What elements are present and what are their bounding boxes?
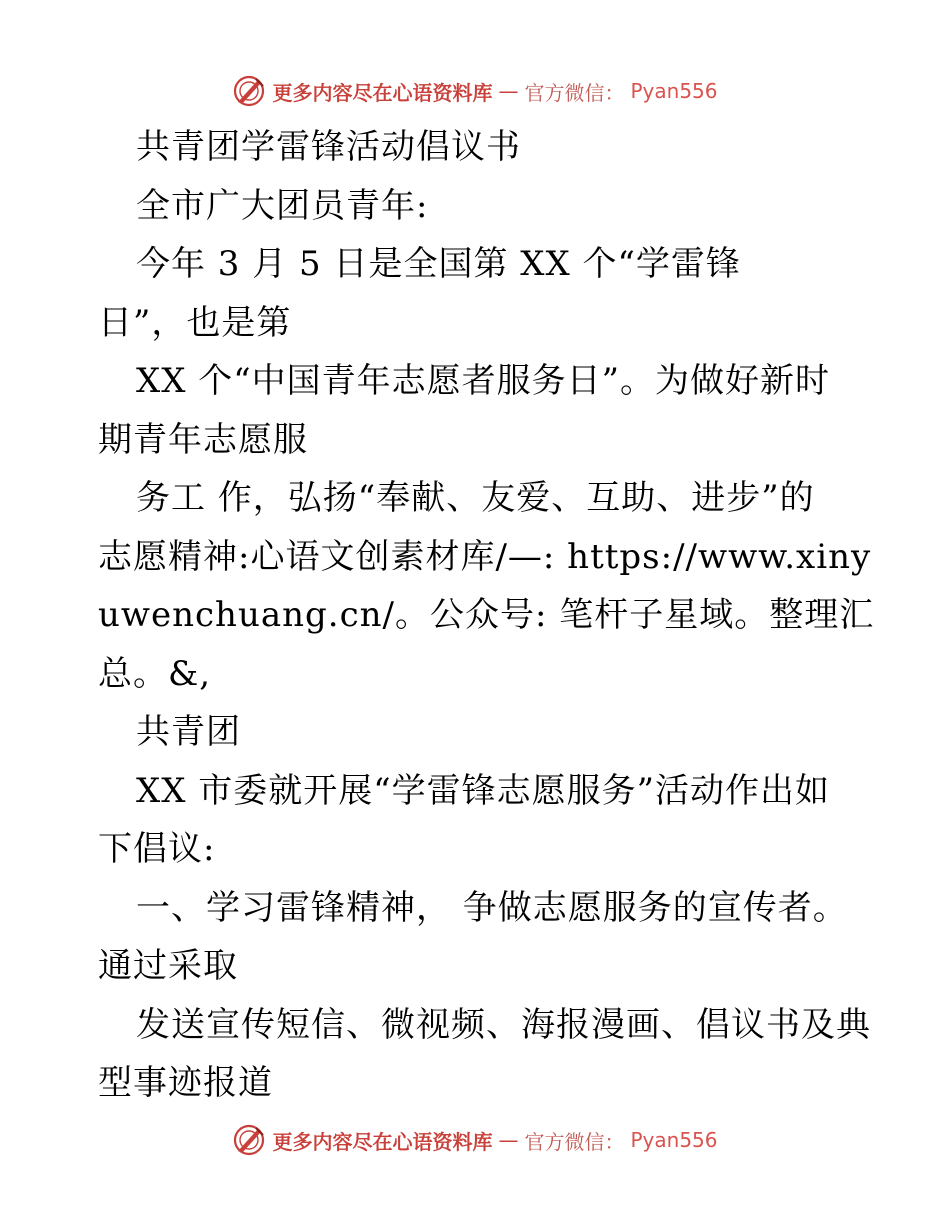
quill-seal-logo-icon xyxy=(232,1123,266,1157)
paragraph-line: 今年 3 月 5 日是全国第 XX 个“学雷锋 xyxy=(136,244,741,284)
header-watermark-banner xyxy=(0,71,950,111)
footer-watermark-banner xyxy=(0,1120,950,1160)
banner-wechat-id: Pyan556 xyxy=(630,79,718,103)
paragraph-line: 志愿精神:心语文创素材库/—: https://www.xiny xyxy=(98,536,872,577)
paragraph-line: 下倡议: xyxy=(98,829,216,869)
paragraph-line: uwenchuang.cn/。公众号: 笔杆子星域。整理汇 xyxy=(98,595,875,635)
paragraph-line: 通过采取 xyxy=(98,946,238,986)
quill-seal-logo-icon xyxy=(232,74,266,108)
banner-main-text: 更多内容尽在心语资料库 xyxy=(272,1129,493,1154)
banner-wechat-label: 官方微信： xyxy=(524,80,625,105)
salutation: 全市广大团员青年: xyxy=(136,185,429,226)
paragraph-line: 期青年志愿服 xyxy=(98,419,308,460)
paragraph-line: 型事迹报道 xyxy=(98,1063,273,1103)
paragraph-line: 共青团 xyxy=(136,712,241,752)
paragraph-line: XX 市委就开展“学雷锋志愿服务”活动作出如 xyxy=(136,770,830,811)
document-title: 共青团学雷锋活动倡议书 xyxy=(136,127,521,167)
banner-dash: — xyxy=(498,1128,519,1152)
banner-dash: — xyxy=(498,79,519,103)
paragraph-line: XX 个“中国青年志愿者服务日”。为做好新时 xyxy=(136,361,830,401)
paragraph-line: 日”，也是第 xyxy=(98,302,292,343)
banner-wechat-id: Pyan556 xyxy=(630,1128,718,1152)
paragraph-line: 发送宣传短信、微视频、海报漫画、倡议书及典 xyxy=(136,1004,871,1045)
banner-wechat-label: 官方微信： xyxy=(524,1129,625,1154)
paragraph-line: 总。&, xyxy=(98,653,212,694)
section-heading: 一、学习雷锋精神， 争做志愿服务的宣传者。 xyxy=(136,887,848,928)
banner-main-text: 更多内容尽在心语资料库 xyxy=(272,80,493,105)
paragraph-line: 务工 作，弘扬“奉献、友爱、互助、进步”的 xyxy=(136,478,815,518)
document-body xyxy=(98,118,875,1113)
